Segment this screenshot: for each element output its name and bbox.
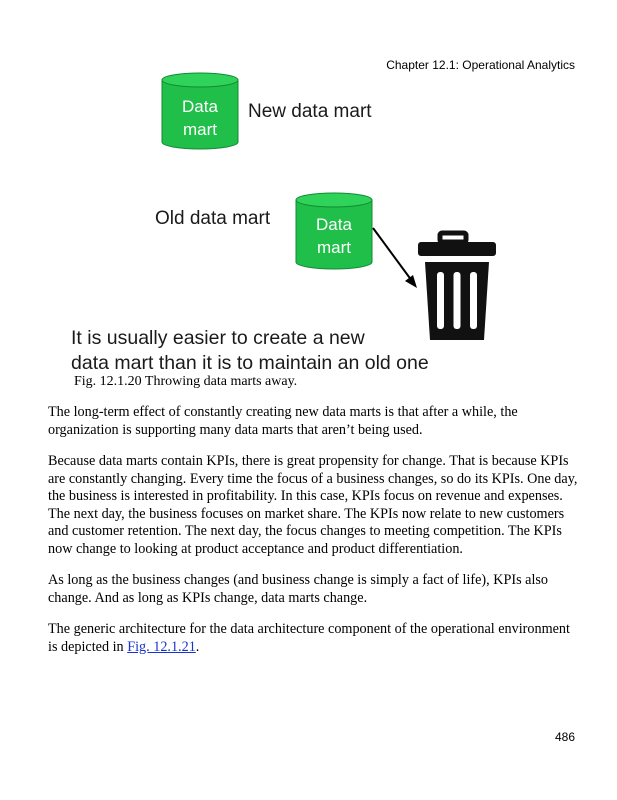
- paragraph: Because data marts contain KPIs, there is great propensity for change. That is because KPIs are constantly changing. Every time the focus of a business changes, so do its KPIs. One day, the business is interested in profitability. In this case, KPIs focus on revenue and expenses. The next day, the business focuses on market share. The KPIs now relate to new customers and customer retention. The next day, the focus changes to meeting competition. The KPIs now change to looking at product acceptance and product differentiation.: [48, 453, 578, 557]
- new-mart-label-line1: Data: [182, 97, 218, 116]
- figure-statement: [71, 326, 429, 376]
- arrow-to-trash: [373, 228, 417, 288]
- new-mart-label-line2: mart: [183, 120, 217, 139]
- page-number: 486: [554, 730, 575, 744]
- fig-12-1-21-link[interactable]: Fig. 12.1.21: [127, 638, 196, 655]
- paragraph-with-link: [48, 621, 578, 656]
- body-text: [48, 404, 578, 670]
- figure-caption: Fig. 12.1.20 Throwing data marts away.: [74, 374, 298, 389]
- figure-statement-line1: It is usually easier to create a new: [71, 327, 365, 349]
- new-data-mart-label: New data mart: [248, 101, 372, 122]
- figure-throwing-data-marts: [0, 0, 617, 380]
- paragraph: The long-term effect of constantly creating new data marts is that after a while, the organization is supporting many data marts that aren’t being used.: [48, 404, 518, 438]
- old-data-mart-label: Old data mart: [155, 208, 271, 229]
- figure-statement-line2: data mart than it is to maintain an old one: [71, 352, 429, 374]
- paragraph: As long as the business changes (and business change is simply a fact of life), KPIs also change. And as long as KPIs change, data marts change.: [48, 572, 549, 606]
- old-mart-label-line2: mart: [317, 238, 351, 257]
- paragraph-text: The generic architecture for the data architecture component of the operational environment is depicted in: [48, 621, 570, 655]
- trash-can-icon: [418, 233, 496, 340]
- running-head: Chapter 12.1: Operational Analytics: [386, 58, 575, 72]
- old-mart-label-line1: Data: [316, 215, 352, 234]
- figure-graphics: [0, 0, 617, 380]
- paragraph-end: .: [195, 638, 200, 655]
